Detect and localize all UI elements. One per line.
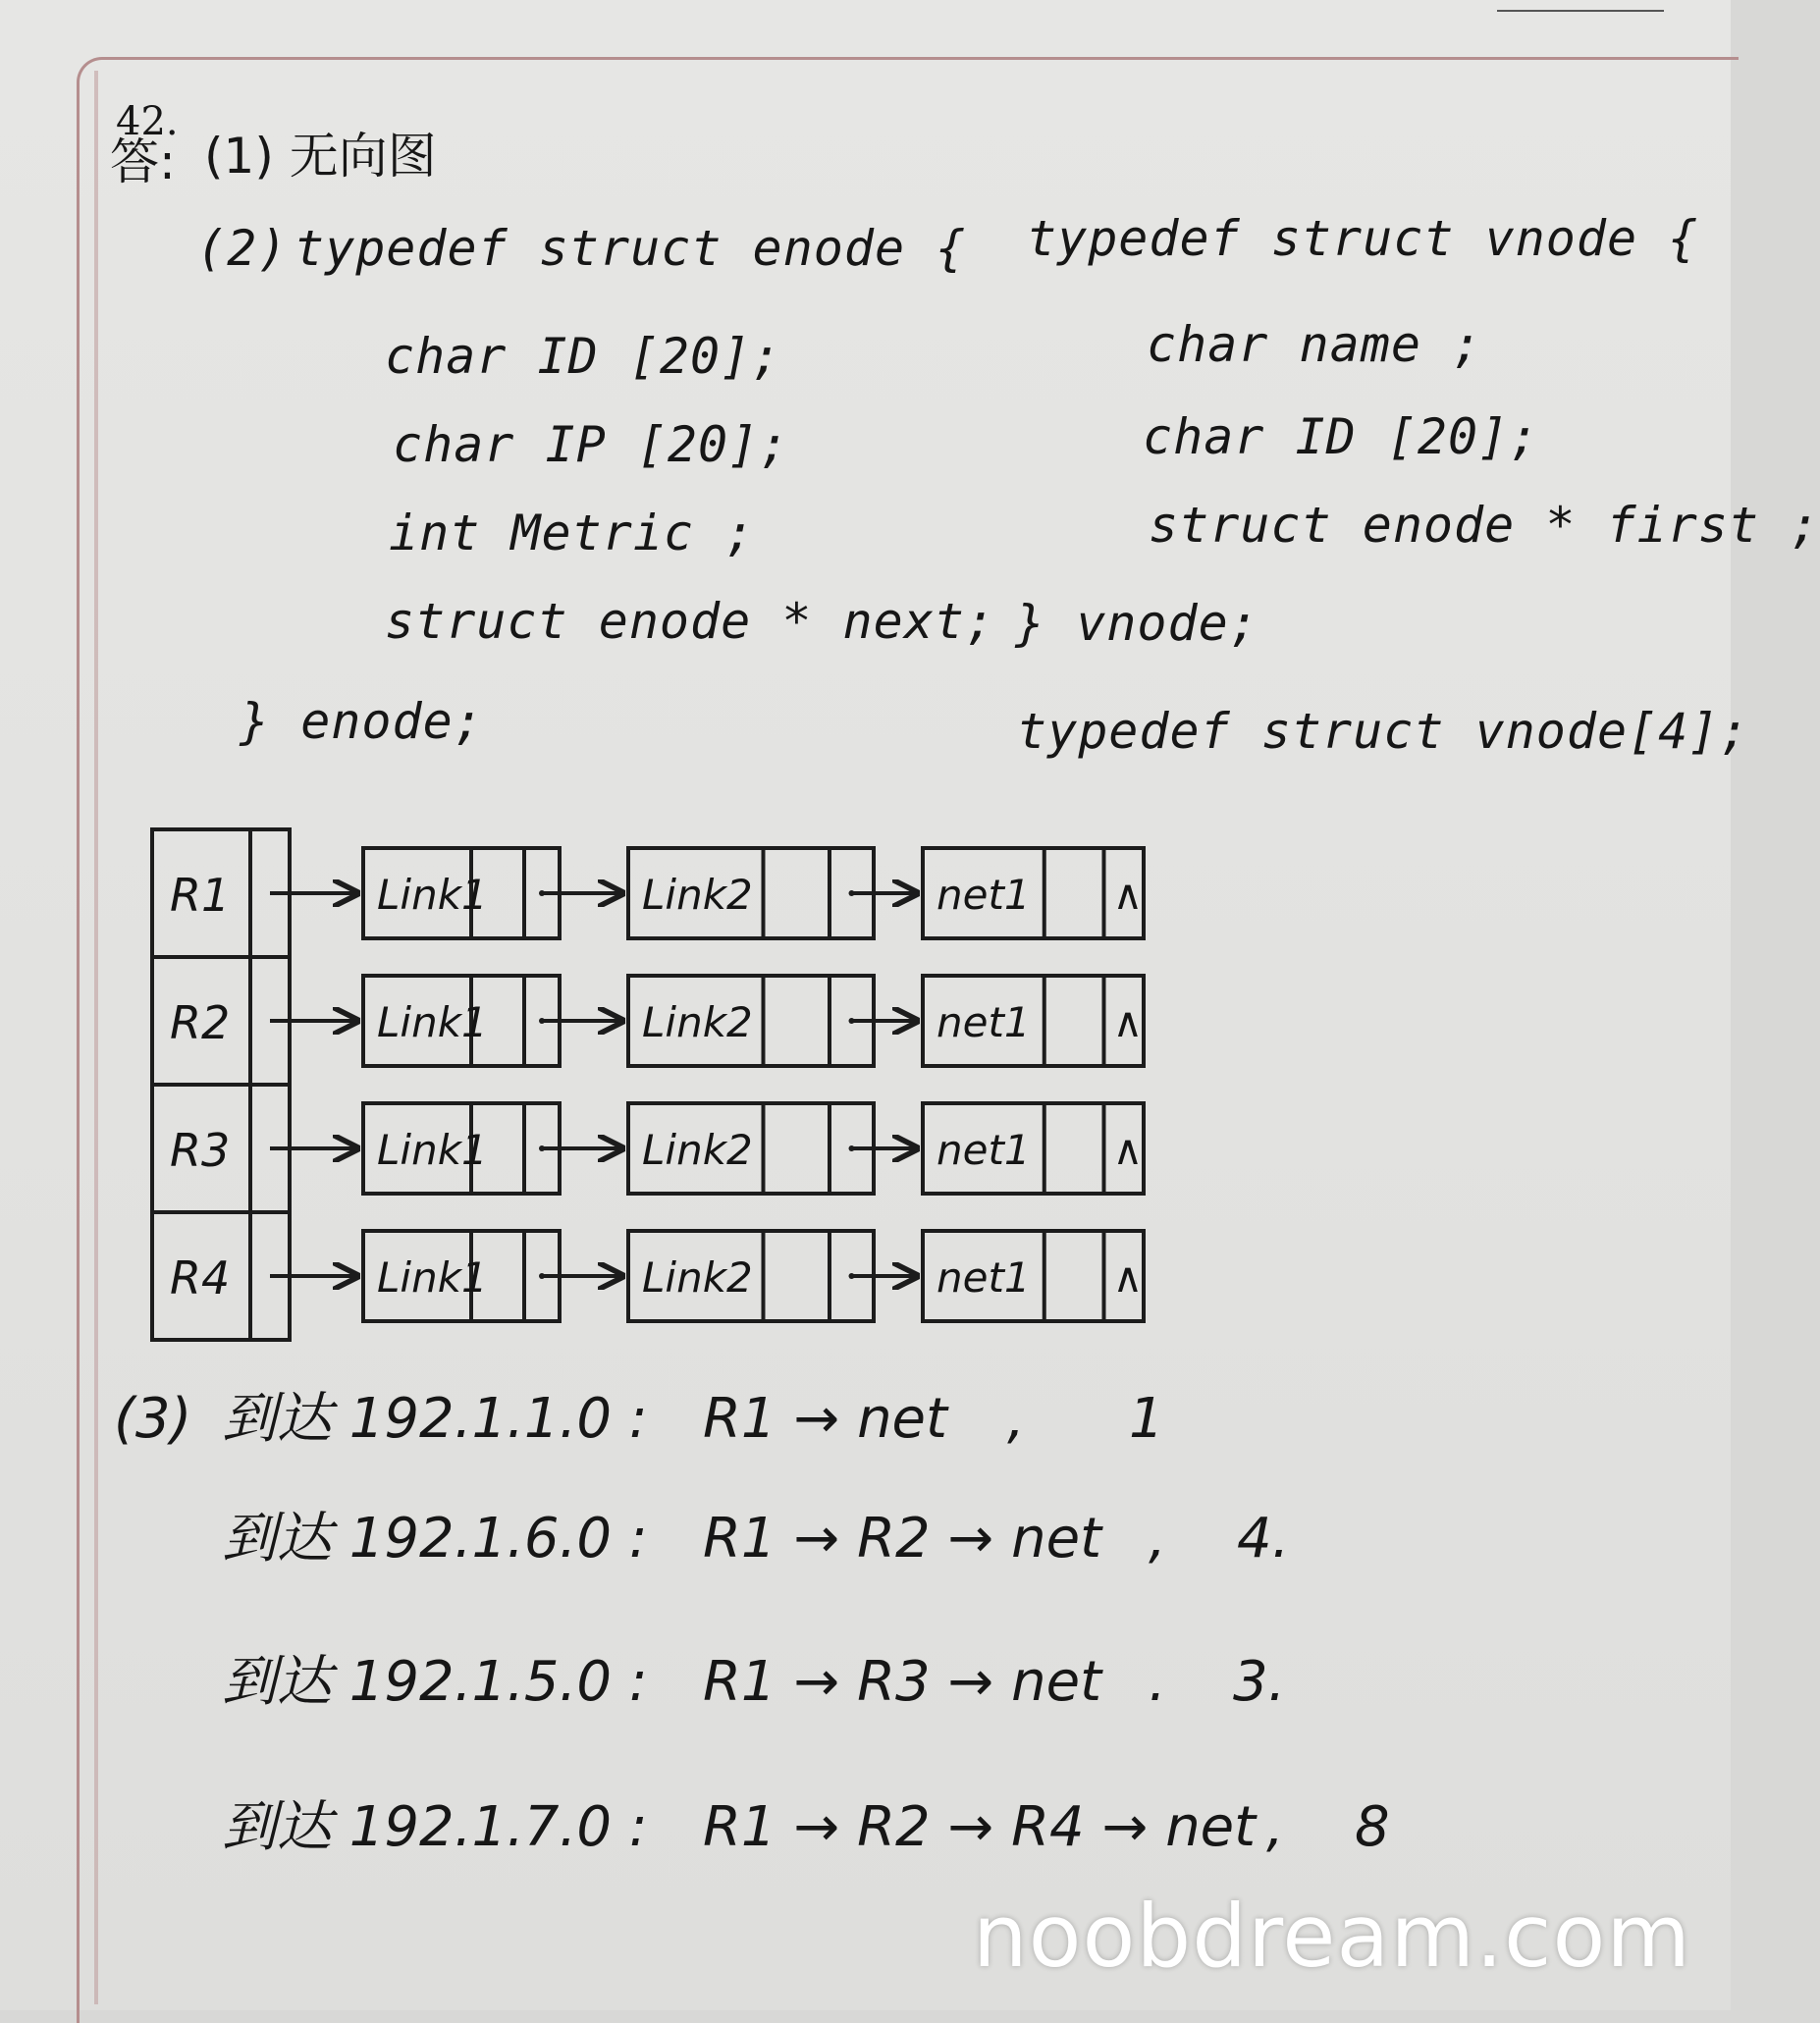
route-cost: 8 xyxy=(1355,1795,1390,1859)
null-pointer-symbol: ∧ xyxy=(1112,1126,1144,1174)
head-vertex-label: R1 xyxy=(170,869,231,922)
route-separator: . xyxy=(1149,1650,1166,1714)
route-separator: , xyxy=(1149,1507,1166,1570)
enode-line-6: } enode; xyxy=(240,693,484,750)
route-cost: 1 xyxy=(1129,1387,1164,1451)
vnode-line-3: char ID [20]; xyxy=(1143,408,1540,465)
route-destination: 到达 192.1.7.0 : xyxy=(222,1795,648,1859)
question-number: 42. xyxy=(116,99,179,144)
head-vertex-label: R3 xyxy=(170,1124,231,1177)
list-node-label: Link2 xyxy=(642,871,753,919)
vnode-line-6: typedef struct vnode[4]; xyxy=(1017,703,1750,760)
answer-mark: 答: xyxy=(110,133,176,190)
route-destination: 到达 192.1.5.0 : xyxy=(222,1650,648,1714)
null-pointer-symbol: ∧ xyxy=(1112,1253,1144,1302)
enode-line-1: typedef struct enode { xyxy=(294,220,967,277)
part1-answer: (1) 无向图 xyxy=(204,128,437,185)
enode-line-2: char ID [20]; xyxy=(385,328,782,385)
null-pointer-symbol: ∧ xyxy=(1112,998,1144,1046)
part2-label: (2) xyxy=(196,220,289,277)
route-separator: , xyxy=(1007,1387,1025,1451)
route-path: R1 → R2 → net xyxy=(703,1507,1102,1570)
route-path: R1 → R2 → R4 → net xyxy=(703,1795,1257,1859)
part3-label: (3) xyxy=(114,1387,192,1451)
enode-line-5: struct enode * next; xyxy=(385,593,996,650)
list-node-label: Link2 xyxy=(642,1126,753,1174)
vnode-line-1: typedef struct vnode { xyxy=(1027,210,1699,267)
list-node-label: net1 xyxy=(937,1253,1031,1302)
list-node-label: Link1 xyxy=(377,871,488,919)
list-node-label: Link1 xyxy=(377,1253,488,1302)
list-node-label: Link1 xyxy=(377,1126,488,1174)
list-node-label: net1 xyxy=(937,998,1031,1046)
head-vertex-label: R2 xyxy=(170,996,231,1049)
route-cost: 4. xyxy=(1237,1507,1290,1570)
route-destination: 到达 192.1.1.0 : xyxy=(222,1387,648,1451)
enode-line-4: int Metric ; xyxy=(389,505,756,561)
vnode-line-5: } vnode; xyxy=(1015,595,1259,652)
route-path: R1 → R3 → net xyxy=(703,1650,1102,1714)
route-destination: 到达 192.1.6.0 : xyxy=(222,1507,648,1570)
watermark: noobdream.com xyxy=(972,1886,1691,1987)
list-node-label: Link2 xyxy=(642,998,753,1046)
enode-line-3: char IP [20]; xyxy=(393,416,790,473)
list-node-label: Link1 xyxy=(377,998,488,1046)
list-node-label: net1 xyxy=(937,871,1031,919)
route-separator: , xyxy=(1266,1795,1284,1859)
null-pointer-symbol: ∧ xyxy=(1112,871,1144,919)
list-node-label: Link2 xyxy=(642,1253,753,1302)
vnode-line-2: char name ; xyxy=(1147,316,1483,373)
head-vertex-label: R4 xyxy=(170,1251,231,1304)
route-path: R1 → net xyxy=(703,1387,947,1451)
list-node-label: net1 xyxy=(937,1126,1031,1174)
route-cost: 3. xyxy=(1233,1650,1286,1714)
adjacency-list-layer xyxy=(152,829,1144,1340)
vnode-line-4: struct enode * first ; xyxy=(1149,497,1820,554)
